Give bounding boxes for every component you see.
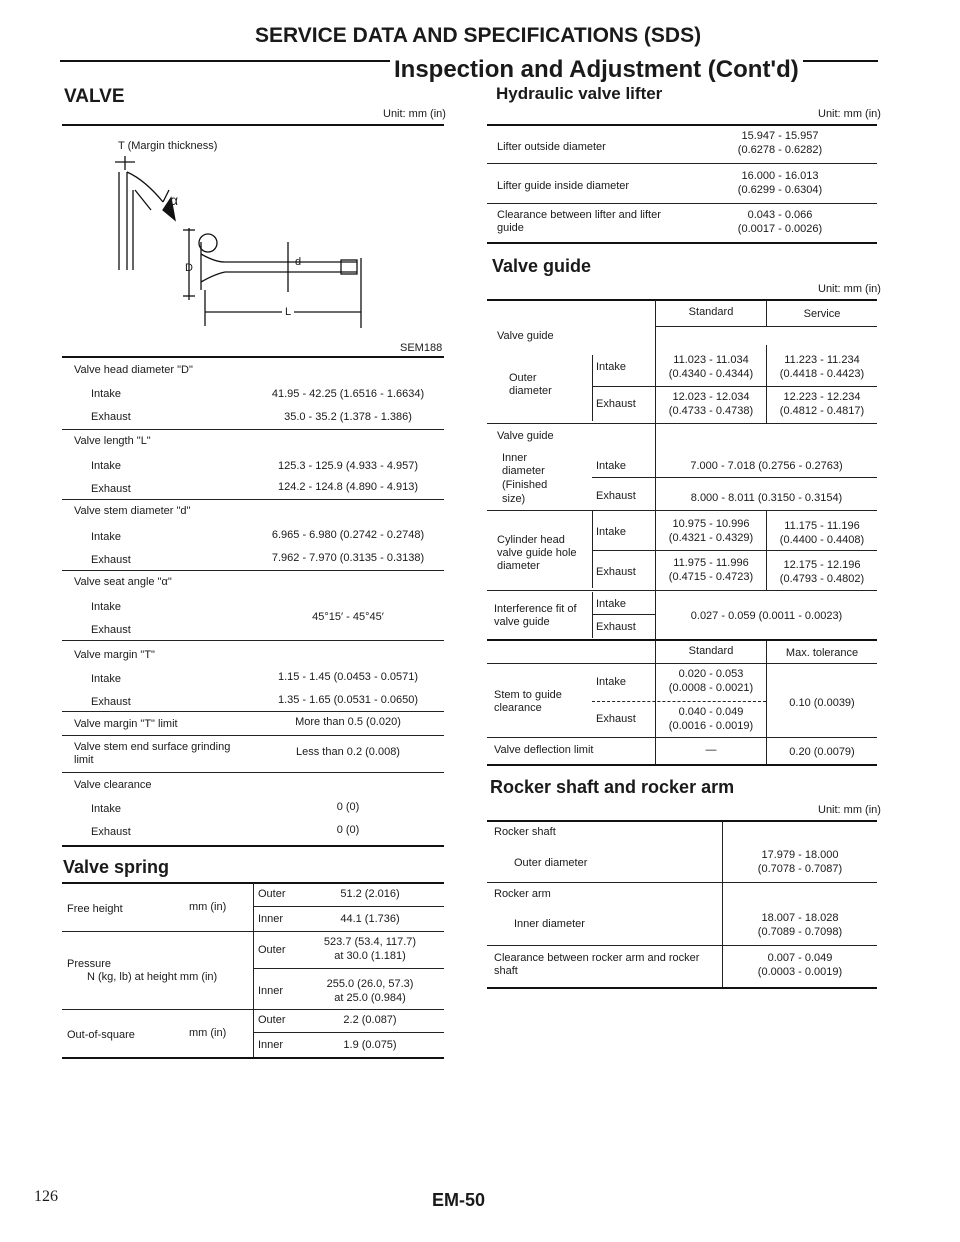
lifter-heading: Hydraulic valve lifter: [496, 84, 663, 103]
guide-id-label-1: Inner: [502, 452, 528, 464]
lifter-unit: Unit: mm (in): [818, 108, 881, 120]
clearance-label: Valve clearance: [74, 779, 152, 791]
valve-unit: Unit: mm (in): [383, 108, 446, 120]
rule: [592, 550, 877, 551]
pressure-sublabel: N (kg, lb) at height mm (in): [87, 971, 218, 983]
guide-id-label-2: diameter: [502, 465, 545, 477]
pressure-inner-value-1: 255.0 (26.0, 57.3): [326, 978, 414, 990]
rule: [592, 477, 877, 478]
guide-od-intake-std-1: 11.023 - 11.034: [673, 354, 749, 366]
guide-max-tolerance-header: Max. tolerance: [785, 647, 859, 659]
rule: [487, 423, 877, 424]
guide-od-label-2: diameter: [509, 385, 552, 397]
guide-hole-label-2: valve guide hole: [497, 547, 577, 559]
pressure-outer-label: Outer: [258, 944, 286, 956]
rule: [62, 429, 444, 430]
rocker-shaft-od-label: Outer diameter: [514, 857, 588, 869]
margin-limit-value: More than 0.5 (0.020): [295, 716, 401, 728]
rule: [592, 701, 766, 702]
guide-fit-label-2: valve guide: [494, 616, 550, 628]
rocker-shaft-value-2: (0.7078 - 0.7087): [757, 863, 843, 875]
page-subtitle: Inspection and Adjustment (Cont'd): [390, 56, 803, 84]
guide-bottom-rule: [487, 764, 877, 766]
lifter-bottom-rule: [487, 242, 877, 244]
length-intake-label: Intake: [91, 460, 121, 472]
guide-fit-label-1: Interference fit of: [494, 603, 577, 615]
pressure-inner-value-2: at 25.0 (0.984): [334, 992, 406, 1004]
deflection-label: Valve deflection limit: [494, 744, 594, 756]
pressure-label: Pressure: [67, 958, 112, 970]
head-exhaust-value: 35.0 - 35.2 (1.378 - 1.386): [284, 411, 412, 423]
guide-od-intake-std-2: (0.4340 - 0.4344): [668, 368, 754, 380]
guide-hole-exhaust-label: Exhaust: [596, 566, 636, 578]
rule: [62, 570, 444, 571]
stem-guide-intake-value-1: 0.020 - 0.053: [678, 668, 744, 680]
clearance-exhaust-value: 0 (0): [336, 824, 360, 836]
rocker-clearance-value-1: 0.007 - 0.049: [767, 952, 833, 964]
stem-guide-label-2: clearance: [494, 702, 542, 714]
guide-id-intake-value: 7.000 - 7.018 (0.2756 - 0.2763): [690, 460, 843, 472]
stem-intake-value: 6.965 - 6.980 (0.2742 - 0.2748): [271, 529, 425, 541]
stem-guide-exhaust-label: Exhaust: [596, 713, 636, 725]
free-height-unit: mm (in): [189, 901, 227, 913]
spring-heading: Valve spring: [63, 857, 170, 877]
valve-diagram: [105, 150, 375, 330]
rule: [487, 510, 877, 511]
guide-od-exhaust-label: Exhaust: [596, 398, 636, 410]
page-title: SERVICE DATA AND SPECIFICATIONS (SDS): [255, 24, 702, 47]
lifter-od-label: Lifter outside diameter: [497, 141, 606, 153]
stem-guide-max-value: 0.10 (0.0039): [789, 697, 855, 709]
figure-ref: SEM188: [400, 342, 443, 354]
rocker-clearance-label-2: shaft: [494, 965, 518, 977]
valve-heading: VALVE: [64, 86, 125, 107]
guide-hole-intake-std-2: (0.4321 - 0.4329): [668, 532, 754, 544]
alpha-label: α: [170, 192, 179, 208]
lifter-gid-label: Lifter guide inside diameter: [497, 180, 630, 192]
margin-limit-label: Valve margin "T" limit: [74, 718, 178, 730]
guide-od-group-label: Valve guide: [497, 330, 554, 342]
guide-col-c2: [592, 510, 593, 588]
oos-inner-label: Inner: [258, 1039, 284, 1051]
rocker-shaft-value-1: 17.979 - 18.000: [761, 849, 839, 861]
guide-id-label-4: size): [502, 493, 526, 505]
guide-od-intake-svc-2: (0.4418 - 0.4423): [779, 368, 865, 380]
rocker-heading: Rocker shaft and rocker arm: [490, 777, 735, 797]
out-of-square-label: Out-of-square: [67, 1029, 135, 1041]
free-outer-label: Outer: [258, 888, 286, 900]
guide-od-exhaust-svc-1: 12.223 - 12.234: [783, 391, 861, 403]
margin-exhaust-value: 1.35 - 1.65 (0.0531 - 0.0650): [277, 694, 419, 706]
rule: [487, 590, 877, 591]
oos-inner-value: 1.9 (0.075): [343, 1039, 397, 1051]
lifter-top-rule: [487, 124, 877, 126]
free-inner-value: 44.1 (1.736): [340, 913, 400, 925]
guide-fit-value: 0.027 - 0.059 (0.0011 - 0.0023): [690, 610, 843, 622]
rule: [253, 968, 444, 969]
valve-table-top: [62, 356, 444, 358]
rocker-clearance-label-1: Clearance between rocker arm and rocker: [494, 952, 700, 964]
rule: [487, 945, 877, 946]
guide-heading: Valve guide: [492, 256, 592, 276]
seat-exhaust-label: Exhaust: [91, 624, 131, 636]
stem-exhaust-label: Exhaust: [91, 554, 131, 566]
rocker-arm-value-2: (0.7089 - 0.7098): [757, 926, 843, 938]
clearance-intake-label: Intake: [91, 803, 121, 815]
clearance-intake-value: 0 (0): [336, 801, 360, 813]
guide-id-exhaust-label: Exhaust: [596, 490, 636, 502]
d-label: d: [295, 256, 302, 268]
stem-guide-exhaust-value-1: 0.040 - 0.049: [678, 706, 744, 718]
guide-top-rule: [487, 299, 877, 301]
guide-hole-intake-svc-2: (0.4400 - 0.4408): [779, 534, 865, 546]
valve-top-rule: [62, 124, 444, 126]
margin-intake-label: Intake: [91, 673, 121, 685]
spring-bottom-rule: [62, 1057, 444, 1059]
rocker-arm-id-label: Inner diameter: [514, 918, 585, 930]
rule: [62, 711, 444, 712]
rule: [592, 614, 655, 615]
stem-label: Valve stem diameter "d": [74, 505, 191, 517]
rule: [253, 1032, 444, 1033]
guide-hole-intake-svc-1: 11.175 - 11.196: [784, 520, 860, 532]
stem-guide-label-1: Stem to guide: [494, 689, 562, 701]
rule: [62, 772, 444, 773]
stem-guide-exhaust-value-2: (0.0016 - 0.0019): [668, 720, 754, 732]
margin-thickness-label: T (Margin thickness): [118, 140, 218, 152]
rule: [487, 882, 877, 883]
head-intake-label: Intake: [91, 388, 121, 400]
seat-value: 45°15′ - 45°45′: [312, 611, 384, 623]
lifter-clearance-value-1: 0.043 - 0.066: [747, 209, 813, 221]
guide-od-label-1: Outer: [509, 372, 537, 384]
guide-id-label-3: (Finished: [502, 479, 548, 491]
stem-guide-intake-value-2: (0.0008 - 0.0021): [668, 682, 754, 694]
guide-id-intake-label: Intake: [596, 460, 626, 472]
rule: [487, 163, 877, 164]
pressure-inner-label: Inner: [258, 985, 284, 997]
free-outer-value: 51.2 (2.016): [340, 888, 400, 900]
pressure-outer-value-1: 523.7 (53.4, 117.7): [323, 936, 417, 948]
oos-outer-label: Outer: [258, 1014, 286, 1026]
lifter-gid-value-2: (0.6299 - 0.6304): [737, 184, 823, 196]
margin-exhaust-label: Exhaust: [91, 696, 131, 708]
free-height-label: Free height: [67, 903, 123, 915]
section-code: EM-50: [432, 1190, 486, 1210]
guide-od-intake-label: Intake: [596, 361, 626, 373]
head-exhaust-label: Exhaust: [91, 411, 131, 423]
rule: [487, 639, 877, 641]
length-exhaust-label: Exhaust: [91, 483, 131, 495]
rule: [655, 326, 877, 327]
guide-hole-exhaust-std-2: (0.4715 - 0.4723): [668, 571, 754, 583]
lifter-clearance-label-1: Clearance between lifter and lifter: [497, 209, 661, 221]
rocker-clearance-value-2: (0.0003 - 0.0019): [757, 966, 843, 978]
stem-exhaust-value: 7.962 - 7.970 (0.3135 - 0.3138): [271, 552, 425, 564]
guide-fit-exhaust-label: Exhaust: [596, 621, 636, 633]
rule: [487, 737, 877, 738]
guide-standard-header-2: Standard: [688, 645, 734, 657]
head-intake-value: 41.95 - 42.25 (1.6516 - 1.6634): [271, 388, 425, 400]
stem-intake-label: Intake: [91, 531, 121, 543]
guide-od-exhaust-std-2: (0.4733 - 0.4738): [668, 405, 754, 417]
L-label: L: [282, 306, 294, 319]
grinding-label-2: limit: [74, 754, 94, 766]
pressure-outer-value-2: at 30.0 (1.181): [334, 950, 406, 962]
guide-id-group-label: Valve guide: [497, 430, 554, 442]
rocker-bottom-rule: [487, 987, 877, 989]
guide-fit-intake-label: Intake: [596, 598, 626, 610]
rocker-arm-value-1: 18.007 - 18.028: [761, 912, 839, 924]
rocker-arm-label: Rocker arm: [494, 888, 551, 900]
guide-hole-exhaust-svc-1: 12.175 - 12.196: [783, 559, 861, 571]
guide-od-intake-svc-1: 11.223 - 11.234: [784, 354, 860, 366]
rule: [487, 203, 877, 204]
page-number: 126: [34, 1188, 58, 1205]
guide-id-exhaust-value: 8.000 - 8.011 (0.3150 - 0.3154): [690, 492, 843, 504]
rule: [253, 906, 444, 907]
spring-col-divider: [253, 883, 254, 1057]
guide-standard-header: Standard: [688, 306, 734, 318]
length-intake-value: 125.3 - 125.9 (4.933 - 4.957): [277, 460, 419, 472]
free-inner-label: Inner: [258, 913, 284, 925]
oos-outer-value: 2.2 (0.087): [343, 1014, 397, 1026]
seat-label: Valve seat angle "α": [74, 576, 172, 588]
lifter-od-value-1: 15.947 - 15.957: [741, 130, 819, 142]
deflection-standard: —: [705, 744, 717, 756]
guide-od-exhaust-svc-2: (0.4812 - 0.4817): [779, 405, 865, 417]
stem-guide-intake-label: Intake: [596, 676, 626, 688]
margin-label: Valve margin "T": [74, 649, 155, 661]
margin-intake-value: 1.15 - 1.45 (0.0453 - 0.0571): [277, 671, 419, 683]
guide-hole-exhaust-std-1: 11.975 - 11.996: [673, 557, 749, 569]
lifter-clearance-label-2: guide: [497, 222, 524, 234]
grinding-value: Less than 0.2 (0.008): [296, 746, 400, 758]
length-label: Valve length "L": [74, 435, 151, 447]
guide-hole-intake-label: Intake: [596, 526, 626, 538]
guide-od-exhaust-std-1: 12.023 - 12.034: [672, 391, 750, 403]
seat-intake-label: Intake: [91, 601, 121, 613]
guide-hole-intake-std-1: 10.975 - 10.996: [672, 518, 750, 530]
rocker-top-rule: [487, 820, 877, 822]
rocker-shaft-label: Rocker shaft: [494, 826, 556, 838]
rule: [592, 386, 877, 387]
rule: [62, 931, 444, 932]
grinding-label-1: Valve stem end surface grinding: [74, 741, 231, 753]
clearance-exhaust-label: Exhaust: [91, 826, 131, 838]
rocker-unit: Unit: mm (in): [818, 804, 881, 816]
lifter-gid-value-1: 16.000 - 16.013: [741, 170, 819, 182]
valve-table-bottom: [62, 845, 444, 847]
rule: [487, 663, 877, 664]
guide-service-header: Service: [803, 308, 841, 320]
lifter-clearance-value-2: (0.0017 - 0.0026): [737, 223, 823, 235]
guide-hole-label-3: diameter: [497, 560, 540, 572]
rule: [62, 640, 444, 641]
deflection-max-value: 0.20 (0.0079): [789, 746, 855, 758]
rule: [62, 735, 444, 736]
D-label: D: [185, 262, 193, 274]
out-of-square-unit: mm (in): [189, 1027, 227, 1039]
guide-col-c: [592, 355, 593, 421]
guide-hole-exhaust-svc-2: (0.4793 - 0.4802): [779, 573, 865, 585]
guide-unit: Unit: mm (in): [818, 283, 881, 295]
rule: [62, 499, 444, 500]
lifter-od-value-2: (0.6278 - 0.6282): [737, 144, 823, 156]
guide-hole-label-1: Cylinder head: [497, 534, 565, 546]
rule: [62, 1009, 444, 1010]
guide-col-c3: [592, 592, 593, 638]
length-exhaust-value: 124.2 - 124.8 (4.890 - 4.913): [277, 481, 419, 493]
head-diameter-label: Valve head diameter "D": [74, 364, 193, 376]
